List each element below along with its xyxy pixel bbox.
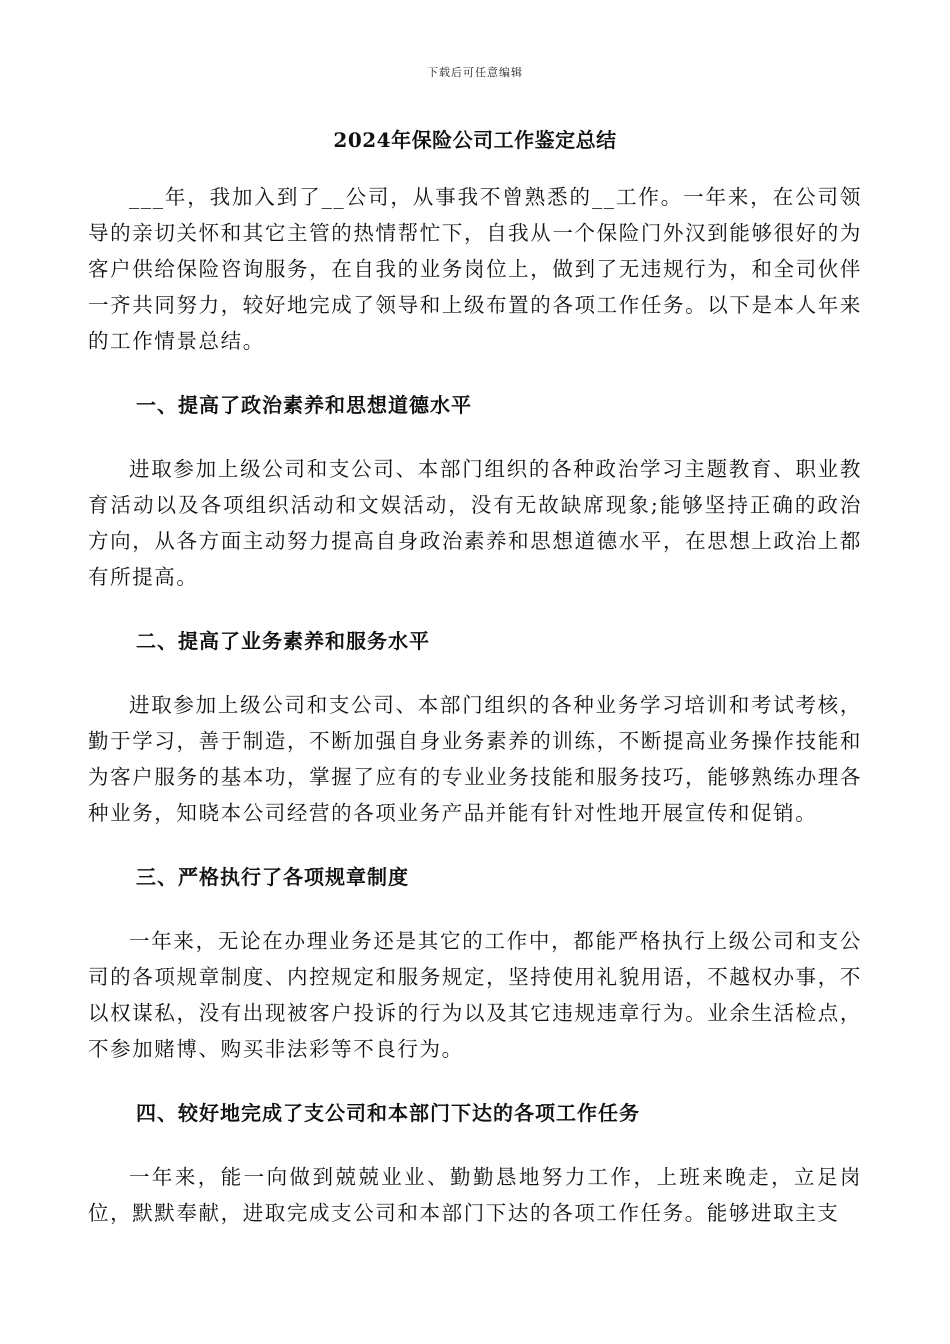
section-paragraph-3: 一年来，无论在办理业务还是其它的工作中，都能严格执行上级公司和支公司的各项规章制度、内控规定和服务规定，坚持使用礼貌用语，不越权办事，不以权谋私，没有出现被客户投诉的行为以及其它违规违章行为。业余生活检点，不参加赌博、购买非法彩等不良行为。 (88, 929, 862, 1061)
header-note: 下载后可任意编辑 (427, 66, 523, 79)
intro-paragraph: ___年，我加入到了__公司，从事我不曾熟悉的__工作。一年来，在公司领导的亲切关怀和其它主管的热情帮忙下，自我从一个保险门外汉到能够很好的为客户供给保险咨询服务，在自我的业务岗位上，做到了无违规行为，和全司伙伴一齐共同努力，较好地完成了领导和上级布置的各项工作任务。以下是本人年来的工作情景总结。 (88, 185, 862, 353)
section-heading-2: 二、提高了业务素养和服务水平 (136, 629, 430, 653)
section-heading-3: 三、严格执行了各项规章制度 (136, 865, 409, 889)
section-heading-1: 一、提高了政治素养和思想道德水平 (136, 393, 472, 417)
section-paragraph-2: 进取参加上级公司和支公司、本部门组织的各种业务学习培训和考试考核，勤于学习，善于制造，不断加强自身业务素养的训练，不断提高业务操作技能和为客户服务的基本功，掌握了应有的专业业务技能和服务技巧，能够熟练办理各种业务，知晓本公司经营的各项业务产品并能有针对性地开展宣传和促销。 (88, 693, 862, 825)
section-heading-4: 四、较好地完成了支公司和本部门下达的各项工作任务 (136, 1101, 640, 1125)
document-title: 2024年保险公司工作鉴定总结 (333, 128, 617, 152)
section-paragraph-1: 进取参加上级公司和支公司、本部门组织的各种政治学习主题教育、职业教育活动以及各项组织活动和文娱活动，没有无故缺席现象;能够坚持正确的政治方向，从各方面主动努力提高自身政治素养和思想道德水平，在思想上政治上都有所提高。 (88, 457, 862, 589)
section-paragraph-4: 一年来，能一向做到兢兢业业、勤勤恳地努力工作，上班来晚走，立足岗位，默默奉献，进取完成支公司和本部门下达的各项工作任务。能够进取主支 (88, 1165, 862, 1225)
document-body (88, 179, 862, 1231)
